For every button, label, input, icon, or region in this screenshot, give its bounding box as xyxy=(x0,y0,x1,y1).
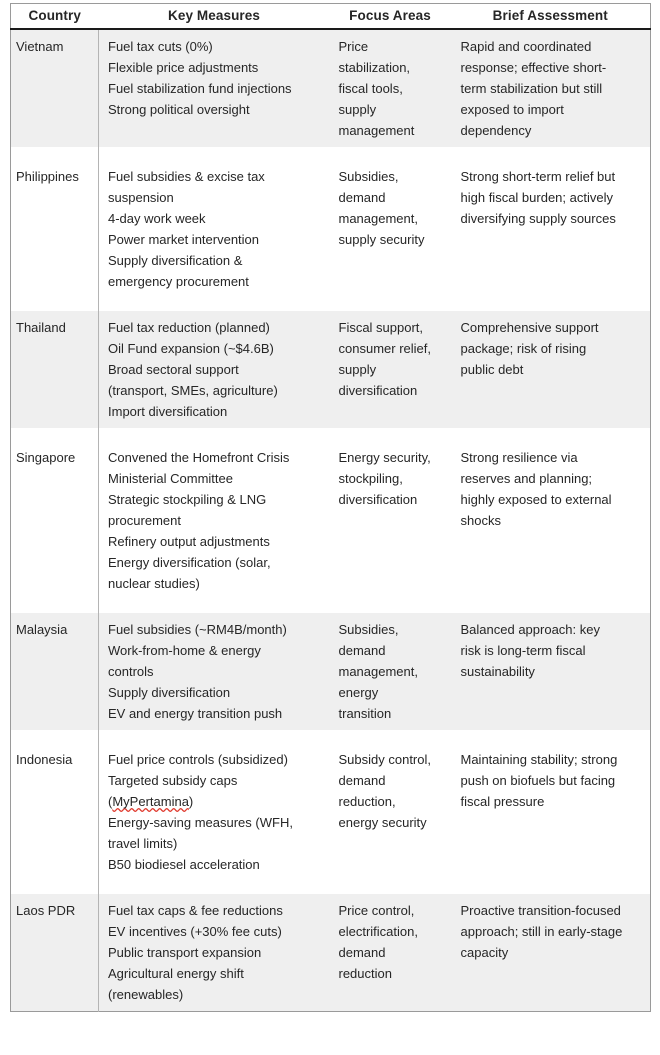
cell-line: fiscal tools, xyxy=(338,81,403,96)
cell-line: Proactive transition-focused xyxy=(460,903,621,918)
cell-focus-areas xyxy=(330,160,451,298)
table-row xyxy=(11,311,651,428)
cell-line: (MyPertamina) xyxy=(108,794,194,809)
cell-line: management, xyxy=(338,211,418,226)
cell-line: Fuel subsidies & excise tax xyxy=(108,169,265,184)
cell-brief-assessment xyxy=(451,29,651,147)
cell-line: B50 biodiesel acceleration xyxy=(108,857,260,872)
row-separator xyxy=(11,147,651,160)
cell-brief-assessment xyxy=(451,311,651,428)
column-header-country: Country xyxy=(11,4,99,30)
cell-line: travel limits) xyxy=(108,836,178,851)
table-row xyxy=(11,894,651,1012)
cell-line: highly exposed to external xyxy=(460,492,612,507)
cell-line: supply xyxy=(338,362,377,377)
cell-line: emergency procurement xyxy=(108,274,249,289)
table-row xyxy=(11,29,651,147)
row-separator-cell xyxy=(99,881,330,894)
column-header-focus-areas: Focus Areas xyxy=(330,4,451,30)
cell-line: Strategic stockpiling & LNG xyxy=(108,492,267,507)
cell-line: public debt xyxy=(460,362,524,377)
cell-line: reserves and planning; xyxy=(460,471,593,486)
row-separator-cell xyxy=(330,298,451,311)
cell-line: stabilization, xyxy=(338,60,411,75)
cell-line: transition xyxy=(338,706,392,721)
row-separator-cell xyxy=(451,147,651,160)
cell-line: consumer relief, xyxy=(338,341,431,356)
cell-line: Price control, xyxy=(338,903,415,918)
cell-line: Supply diversification & xyxy=(108,253,243,268)
cell-line: demand xyxy=(338,643,386,658)
row-separator xyxy=(11,428,651,441)
cell-line: Supply diversification xyxy=(108,685,231,700)
cell-country: Singapore xyxy=(11,441,99,600)
row-separator-cell xyxy=(11,298,99,311)
cell-line: Strong political oversight xyxy=(108,102,250,117)
cell-line: supply security xyxy=(338,232,425,247)
cell-line: Agricultural energy shift xyxy=(108,966,244,981)
cell-key-measures xyxy=(99,894,330,1012)
column-header-key-measures: Key Measures xyxy=(99,4,330,30)
cell-brief-assessment xyxy=(451,613,651,730)
cell-line: supply xyxy=(338,102,377,117)
cell-brief-assessment xyxy=(451,743,651,881)
row-separator-cell xyxy=(11,730,99,743)
cell-line: exposed to import xyxy=(460,102,564,117)
cell-line: Energy security, xyxy=(338,450,431,465)
cell-line: Oil Fund expansion (~$4.6B) xyxy=(108,341,274,356)
row-separator xyxy=(11,298,651,311)
cell-line: Fuel price controls (subsidized) xyxy=(108,752,288,767)
cell-line: capacity xyxy=(460,945,509,960)
cell-line: controls xyxy=(108,664,154,679)
cell-line: fiscal pressure xyxy=(460,794,545,809)
cell-line: Fuel subsidies (~RM4B/month) xyxy=(108,622,287,637)
row-separator-cell xyxy=(451,881,651,894)
cell-key-measures xyxy=(99,29,330,147)
cell-line: nuclear studies) xyxy=(108,576,200,591)
row-separator-cell xyxy=(451,298,651,311)
cell-focus-areas xyxy=(330,441,451,600)
row-separator-cell xyxy=(451,600,651,613)
cell-line: energy security xyxy=(338,815,427,830)
row-separator xyxy=(11,881,651,894)
cell-line: Price xyxy=(338,39,369,54)
table-body xyxy=(11,29,651,1012)
cell-focus-areas xyxy=(330,894,451,1012)
cell-line: Import diversification xyxy=(108,404,228,419)
table-header xyxy=(11,4,651,30)
cell-line: Comprehensive support xyxy=(460,320,599,335)
cell-key-measures xyxy=(99,441,330,600)
cell-line: Targeted subsidy caps xyxy=(108,773,238,788)
cell-line: Convened the Homefront Crisis xyxy=(108,450,290,465)
cell-country: Vietnam xyxy=(11,29,99,147)
cell-line: reduction, xyxy=(338,794,396,809)
cell-focus-areas xyxy=(330,29,451,147)
cell-line: package; risk of rising xyxy=(460,341,587,356)
cell-line: Energy diversification (solar, xyxy=(108,555,271,570)
cell-line: Fuel tax reduction (planned) xyxy=(108,320,270,335)
cell-line: Subsidy control, xyxy=(338,752,431,767)
cell-line: Flexible price adjustments xyxy=(108,60,259,75)
cell-focus-areas xyxy=(330,311,451,428)
cell-key-measures xyxy=(99,613,330,730)
row-separator xyxy=(11,730,651,743)
cell-line: demand xyxy=(338,773,386,788)
cell-brief-assessment xyxy=(451,160,651,298)
cell-line: demand xyxy=(338,945,386,960)
cell-line: (transport, SMEs, agriculture) xyxy=(108,383,278,398)
cell-line: stockpiling, xyxy=(338,471,403,486)
cell-line: Fiscal support, xyxy=(338,320,424,335)
row-separator-cell xyxy=(99,428,330,441)
cell-line: dependency xyxy=(460,123,532,138)
cell-line: push on biofuels but facing xyxy=(460,773,616,788)
cell-line: term stabilization but still xyxy=(460,81,603,96)
cell-line: procurement xyxy=(108,513,181,528)
cell-line: Balanced approach: key xyxy=(460,622,600,637)
cell-line: Rapid and coordinated xyxy=(460,39,592,54)
row-separator-cell xyxy=(99,730,330,743)
cell-key-measures xyxy=(99,160,330,298)
cell-focus-areas xyxy=(330,613,451,730)
table-row xyxy=(11,613,651,730)
cell-country: Laos PDR xyxy=(11,894,99,1012)
cell-focus-areas xyxy=(330,743,451,881)
row-separator-cell xyxy=(11,428,99,441)
cell-line: demand xyxy=(338,190,386,205)
row-separator-cell xyxy=(11,881,99,894)
table-header-row xyxy=(11,4,651,30)
row-separator-cell xyxy=(451,428,651,441)
cell-line: Subsidies, xyxy=(338,622,399,637)
row-separator-cell xyxy=(330,730,451,743)
cell-line: shocks xyxy=(460,513,501,528)
table-row xyxy=(11,441,651,600)
cell-line: Public transport expansion xyxy=(108,945,262,960)
cell-line: electrification, xyxy=(338,924,418,939)
cell-key-measures xyxy=(99,311,330,428)
row-separator-cell xyxy=(330,600,451,613)
row-separator-cell xyxy=(330,881,451,894)
cell-line: EV incentives (+30% fee cuts) xyxy=(108,924,282,939)
cell-line: Power market intervention xyxy=(108,232,260,247)
table-row xyxy=(11,743,651,881)
table-row xyxy=(11,160,651,298)
cell-line: Fuel stabilization fund injections xyxy=(108,81,292,96)
cell-line: (renewables) xyxy=(108,987,184,1002)
cell-brief-assessment xyxy=(451,894,651,1012)
cell-country: Philippines xyxy=(11,160,99,298)
row-separator-cell xyxy=(99,600,330,613)
misspelled-word: MyPertamina xyxy=(112,794,189,809)
row-separator-cell xyxy=(330,428,451,441)
row-separator-cell xyxy=(451,730,651,743)
cell-line: Fuel tax cuts (0%) xyxy=(108,39,213,54)
policy-comparison-table-container xyxy=(10,3,650,1012)
cell-country: Indonesia xyxy=(11,743,99,881)
cell-line: energy xyxy=(338,685,379,700)
cell-line: Fuel tax caps & fee reductions xyxy=(108,903,283,918)
cell-line: response; effective short- xyxy=(460,60,607,75)
row-separator-cell xyxy=(99,298,330,311)
cell-line: reduction xyxy=(338,966,392,981)
cell-country: Thailand xyxy=(11,311,99,428)
cell-key-measures xyxy=(99,743,330,881)
column-header-brief-assessment: Brief Assessment xyxy=(451,4,651,30)
cell-line: high fiscal burden; actively xyxy=(460,190,613,205)
cell-line: diversification xyxy=(338,383,418,398)
policy-comparison-table xyxy=(10,3,651,1012)
cell-line: sustainability xyxy=(460,664,535,679)
cell-line: Maintaining stability; strong xyxy=(460,752,618,767)
cell-line: Strong resilience via xyxy=(460,450,578,465)
cell-line: diversification xyxy=(338,492,418,507)
cell-line: Subsidies, xyxy=(338,169,399,184)
row-separator-cell xyxy=(11,600,99,613)
cell-line: diversifying supply sources xyxy=(460,211,616,226)
cell-line: EV and energy transition push xyxy=(108,706,283,721)
cell-line: Ministerial Committee xyxy=(108,471,233,486)
row-separator-cell xyxy=(11,147,99,160)
cell-country: Malaysia xyxy=(11,613,99,730)
cell-line: suspension xyxy=(108,190,174,205)
cell-line: Strong short-term relief but xyxy=(460,169,616,184)
row-separator-cell xyxy=(330,147,451,160)
cell-line: Work-from-home & energy xyxy=(108,643,261,658)
cell-line: Broad sectoral support xyxy=(108,362,239,377)
row-separator xyxy=(11,600,651,613)
cell-line: approach; still in early-stage xyxy=(460,924,623,939)
cell-brief-assessment xyxy=(451,441,651,600)
cell-line: risk is long-term fiscal xyxy=(460,643,586,658)
cell-line: Energy-saving measures (WFH, xyxy=(108,815,293,830)
cell-line: 4-day work week xyxy=(108,211,206,226)
row-separator-cell xyxy=(99,147,330,160)
cell-line: management xyxy=(338,123,415,138)
cell-line: management, xyxy=(338,664,418,679)
cell-line: Refinery output adjustments xyxy=(108,534,270,549)
